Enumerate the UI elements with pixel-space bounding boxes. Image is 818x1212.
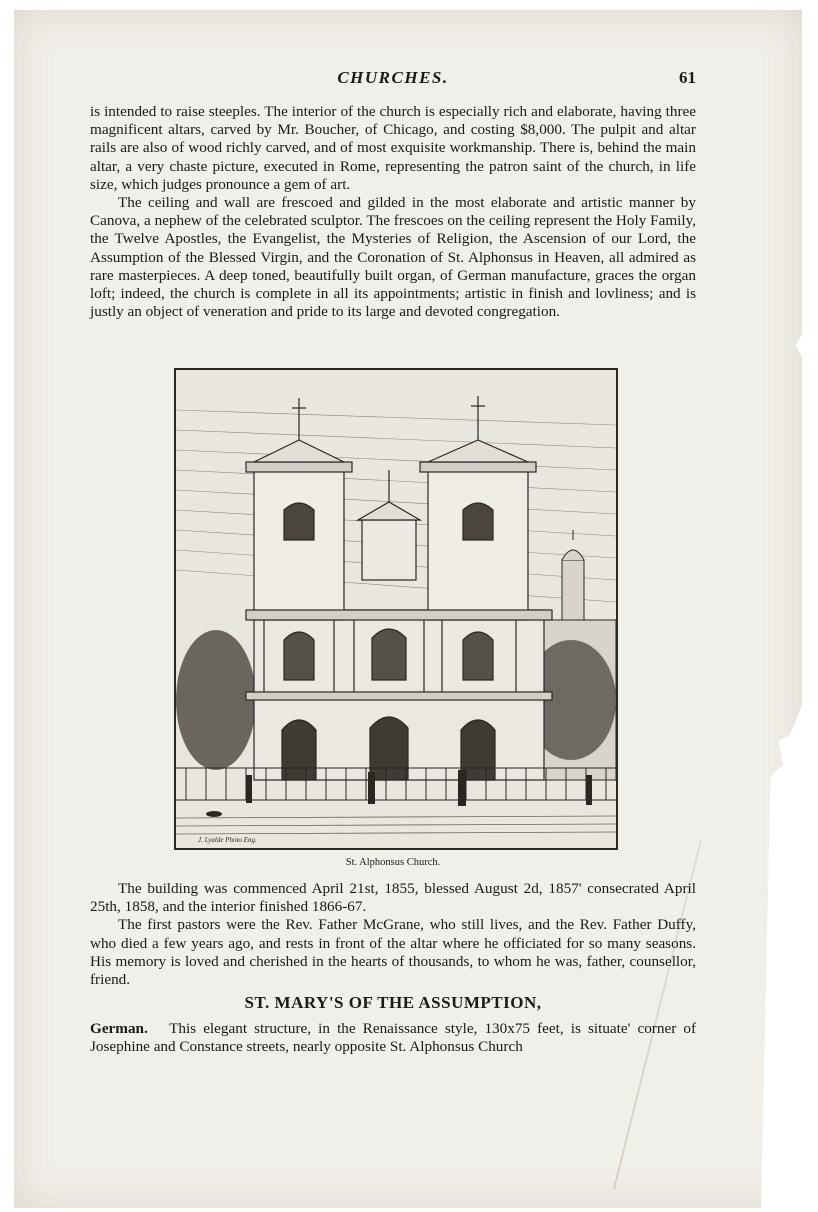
running-head: CHURCHES. <box>337 68 449 87</box>
ground-hatching <box>176 816 616 834</box>
left-tree <box>176 630 256 770</box>
paragraph-1: is intended to raise steeples. The interior of the church is especially rich and elaborate, having three magnificent altars, carved by Mr. Boucher, of Chicago, and costing $8,000. The pulpit and altar rails are also of wood richly carved, and of most exquisite workmanship. There is, behind the main altar, a very chaste picture, executed in Rome, representing the patron saint of the church, in life size, which judges pronounce a gem of art. <box>90 103 696 193</box>
paragraph-2: The ceiling and wall are frescoed and gilded in the most elaborate and artistic manner by Canova, a nephew of the celebrated sculptor. The frescoes on the ceiling represent the Holy Family, the Twelve Apostles, the Evangelist, the Mysteries of Religion, the Ascension of our Lord, the Assumption of the Blessed Virgin, and the Coronation of St. Alphonsus in Heaven, all admired as rare masterpieces. A deep toned, beautifully built organ, of German manufacture, graces the organ loft; indeed, the church is complete in all its appointments; artistic in finish and lovliness; and is justly an object of veneration and pride to its large and devoted congregation. <box>90 194 696 321</box>
paragraph-4: The first pastors were the Rev. Father McGrane, who still lives, and the Rev. Father Duffy, who died a few years ago, and rests in front of the altar where he officiated for so many seasons. His memory is loved and cherished in the hearts of thousands, to whom he was, father, counsellor, friend. <box>90 916 696 989</box>
page-header <box>90 68 696 94</box>
section-lead-word: German. <box>90 1020 148 1037</box>
paragraph-5 <box>90 1020 696 1056</box>
engraver-credit: J. Lyalde Photo Eng. <box>198 836 257 844</box>
body-text-middle <box>90 880 696 989</box>
church-facade <box>246 396 552 780</box>
body-text-bottom <box>90 1020 696 1056</box>
figure-caption: St. Alphonsus Church. <box>345 857 441 868</box>
church-engraving <box>176 370 616 848</box>
section-text: This elegant structure, in the Renaissance style, 130x75 feet, is situate' corner of Josephine and Constance streets, nearly opposite St. Alphonsus Church <box>90 1020 697 1056</box>
body-text-top <box>90 103 696 321</box>
paragraph-3: The building was commenced April 21st, 1855, blessed August 2d, 1857' consecrated April 25th, 1858, and the interior finished 1866-67. <box>90 880 696 916</box>
section-heading: ST. MARY'S OF THE ASSUMPTION, <box>244 993 542 1012</box>
page-number: 61 <box>679 68 696 87</box>
church-illustration <box>174 368 618 850</box>
